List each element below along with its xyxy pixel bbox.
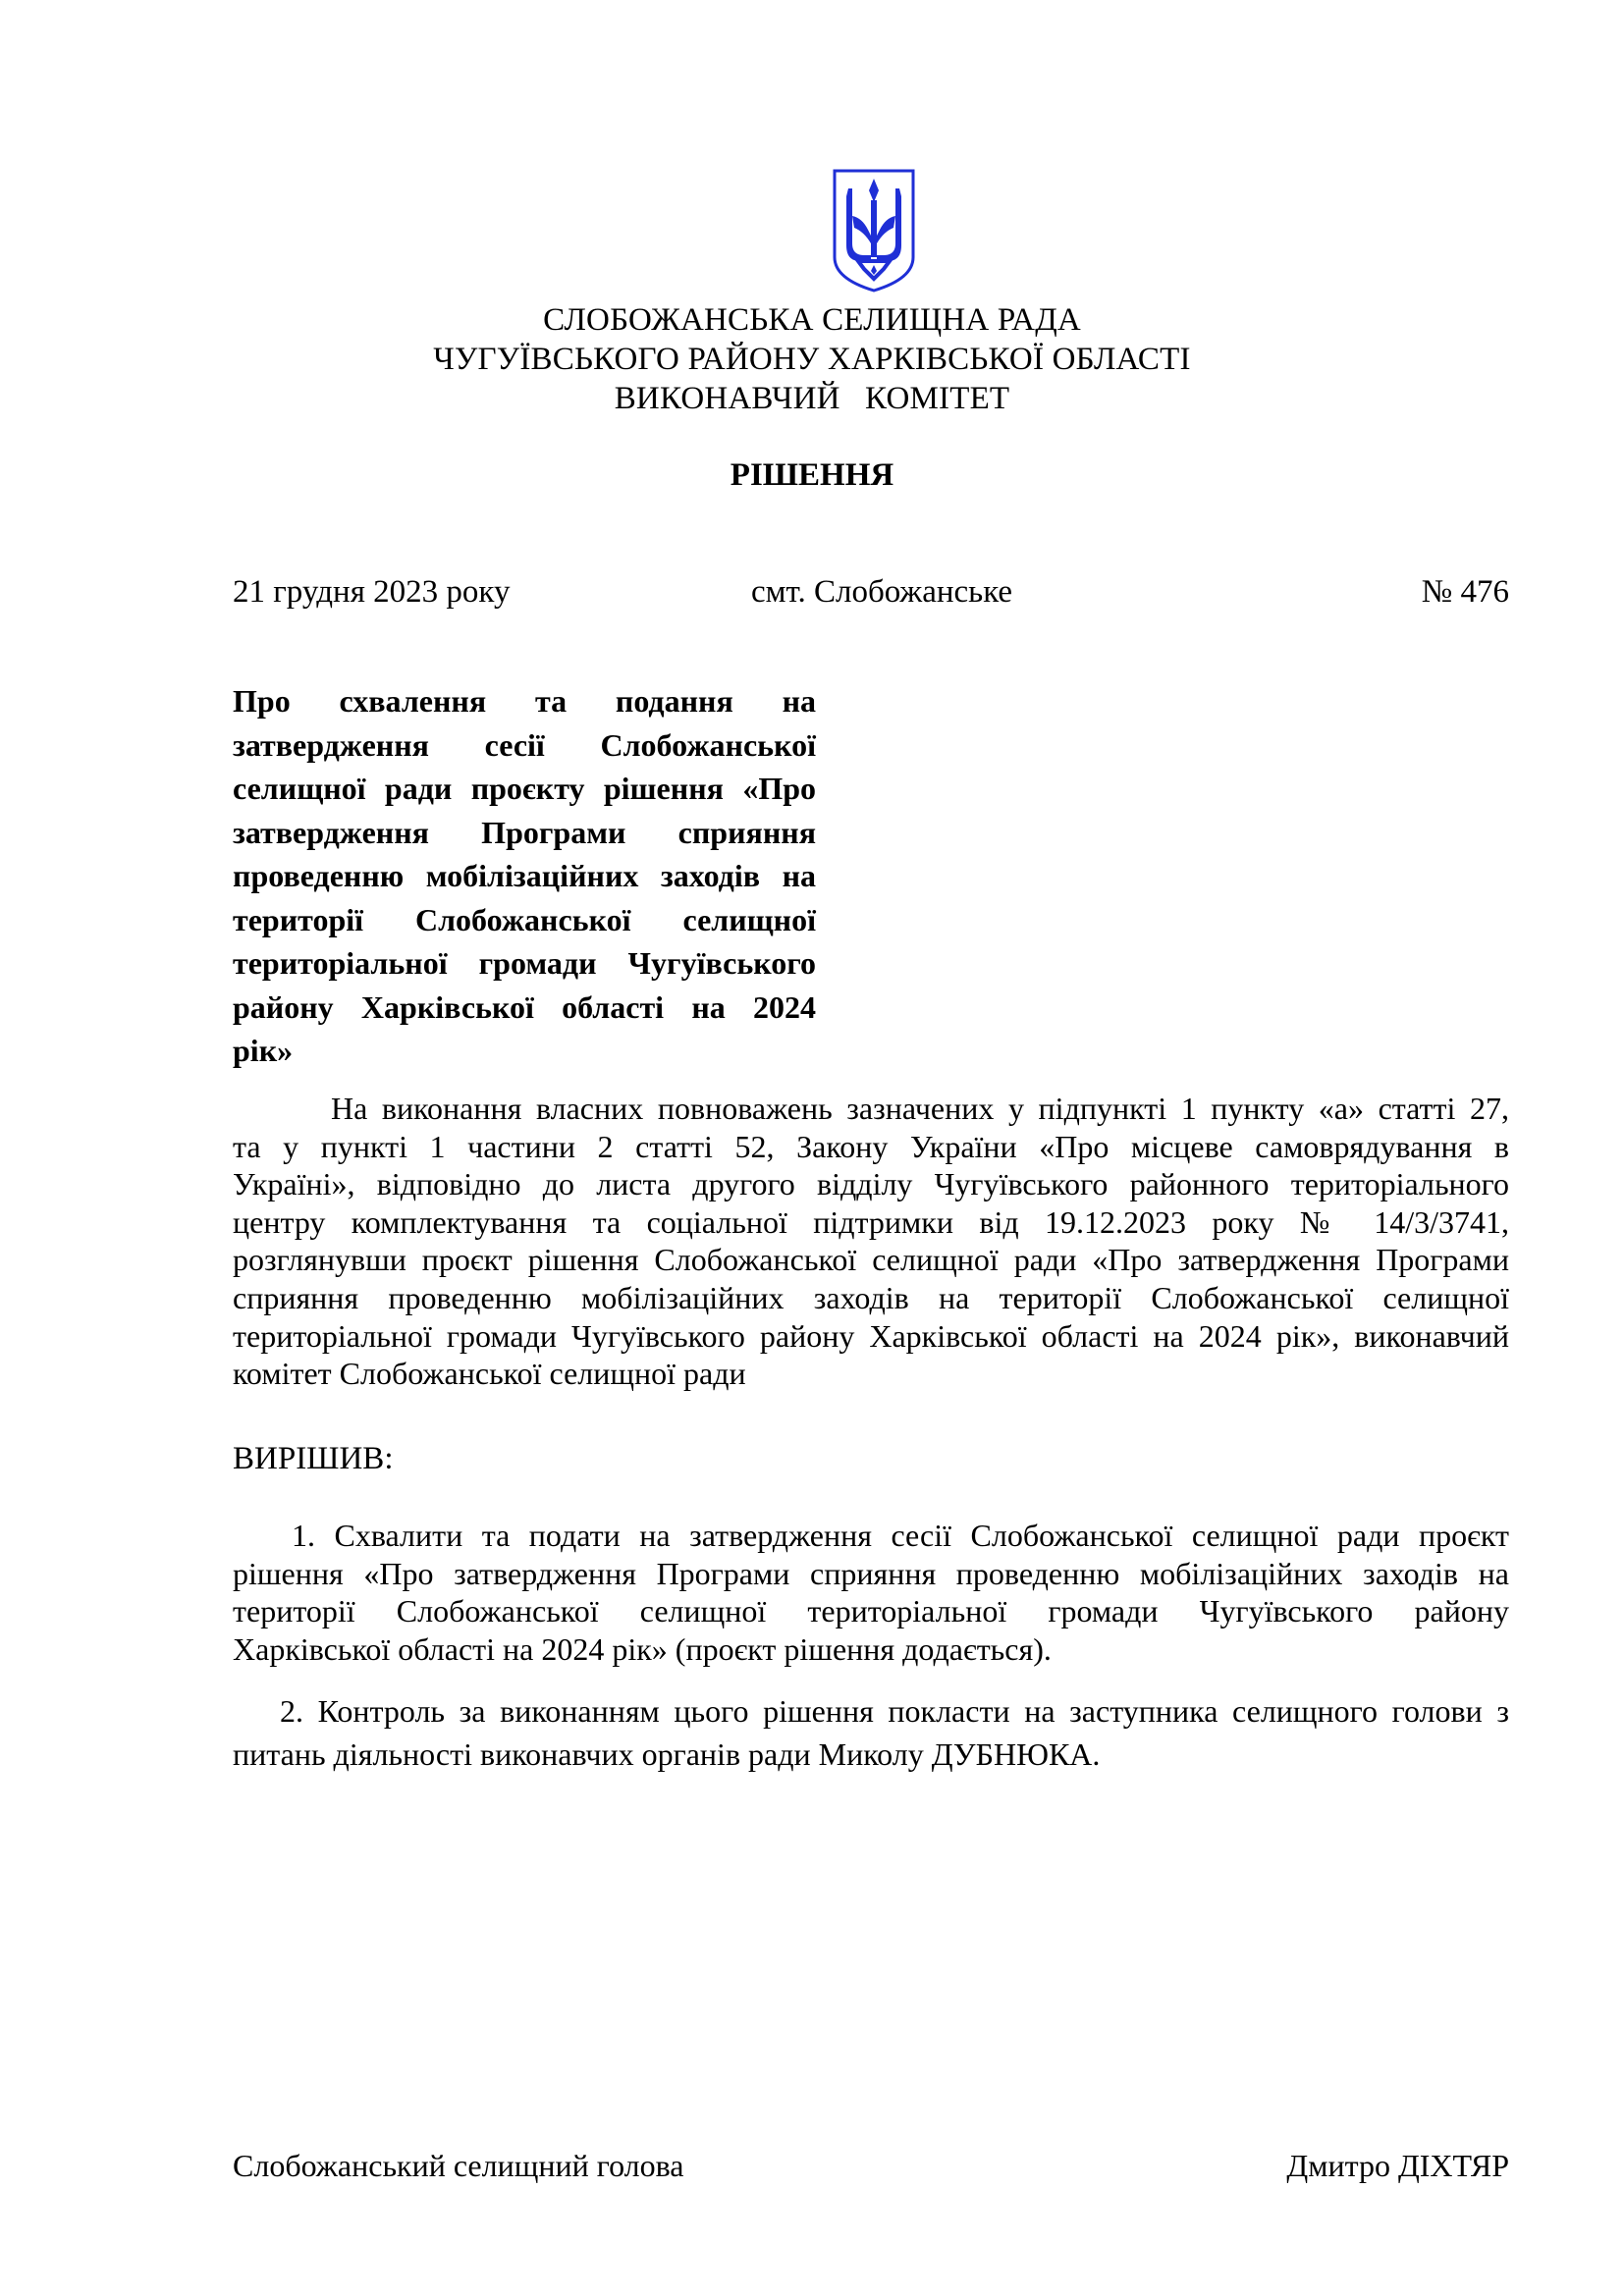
preamble-paragraph bbox=[233, 1090, 1509, 1393]
preamble-line: та у пункті 1 частини 2 статті 52, Закону України «Про місцеве самоврядування в bbox=[233, 1128, 1509, 1164]
subject-line: району Харківської області на 2024 bbox=[233, 988, 816, 1025]
decision-item-2 bbox=[233, 1689, 1509, 1776]
item-line: Харківської області на 2024 рік» (проєкт рішення додається). bbox=[233, 1630, 1052, 1667]
preamble-line: комітет Слобожанської селищної ради bbox=[233, 1356, 746, 1392]
subject-line: Про схвалення та подання на bbox=[233, 683, 816, 719]
document-title: РІШЕННЯ bbox=[730, 457, 894, 493]
preamble-line: Україні», відповідно до листа другого відділу Чугуївського районного територіального bbox=[233, 1166, 1509, 1202]
subject-line: затвердження сесії Слобожанської bbox=[233, 726, 816, 763]
document-place: смт. Слобожанське bbox=[751, 574, 1013, 610]
preamble-line: На виконання власних повноважень зазначених у підпункті 1 пункту «а» статті 27, bbox=[331, 1091, 1509, 1126]
decision-subject bbox=[233, 679, 816, 1073]
decided-heading: ВИРІШИВ: bbox=[233, 1441, 394, 1476]
preamble-line: сприяння проведенню мобілізаційних заходів на території Слобожанської селищної bbox=[233, 1279, 1509, 1315]
preamble-line: розглянувши проєкт рішення Слобожанської селищної ради «Про затвердження Програми bbox=[233, 1242, 1509, 1278]
document-date: 21 грудня 2023 року bbox=[233, 574, 511, 610]
subject-line: рік» bbox=[233, 1033, 294, 1068]
item-line: рішення «Про затвердження Програми сприяння проведенню мобілізаційних заходів на bbox=[233, 1555, 1509, 1591]
header-district-region: ЧУГУЇВСЬКОГО РАЙОНУ ХАРКІВСЬКОЇ ОБЛАСТІ bbox=[433, 342, 1191, 377]
header-executive-committee: ВИКОНАВЧИЙ КОМІТЕТ bbox=[614, 381, 1010, 416]
subject-line: проведенню мобілізаційних заходів на bbox=[233, 858, 816, 893]
subject-line: затвердження Програми сприяння bbox=[233, 814, 816, 850]
subject-line: території Слобожанської селищної bbox=[233, 901, 816, 937]
item-line: 1. Схвалити та подати на затвердження сесії Слобожанської селищної ради проєкт bbox=[292, 1518, 1509, 1553]
trident-coat-of-arms-icon bbox=[829, 167, 919, 294]
issuer-header bbox=[0, 300, 1624, 418]
item-line: питань діяльності виконавчих органів ради Миколу ДУБНЮКА. bbox=[233, 1736, 1101, 1772]
signature-block bbox=[233, 2146, 1509, 2185]
signatory-position: Слобожанський селищний голова bbox=[233, 2148, 684, 2183]
header-council-name: СЛОБОЖАНСЬКА СЕЛИЩНА РАДА bbox=[543, 302, 1081, 338]
document-meta bbox=[233, 572, 1509, 612]
subject-line: територіальної громади Чугуївського bbox=[233, 945, 816, 981]
signatory-name: Дмитро ДІХТЯР bbox=[1286, 2148, 1509, 2183]
item-line: території Слобожанської селищної територіальної громади Чугуївського району bbox=[233, 1593, 1509, 1629]
item-line: 2. Контроль за виконанням цього рішення покласти на заступника селищного голови з bbox=[280, 1693, 1509, 1729]
preamble-line: центру комплектування та соціальної підтримки від 19.12.2023 року № 14/3/3741, bbox=[233, 1203, 1509, 1240]
preamble-line: територіальної громади Чугуївського району Харківської області на 2024 рік», виконавчий bbox=[233, 1317, 1509, 1354]
subject-line: селищної ради проєкту рішення «Про bbox=[233, 771, 816, 806]
document-number: № 476 bbox=[1421, 574, 1509, 610]
decision-item-1 bbox=[233, 1517, 1509, 1668]
